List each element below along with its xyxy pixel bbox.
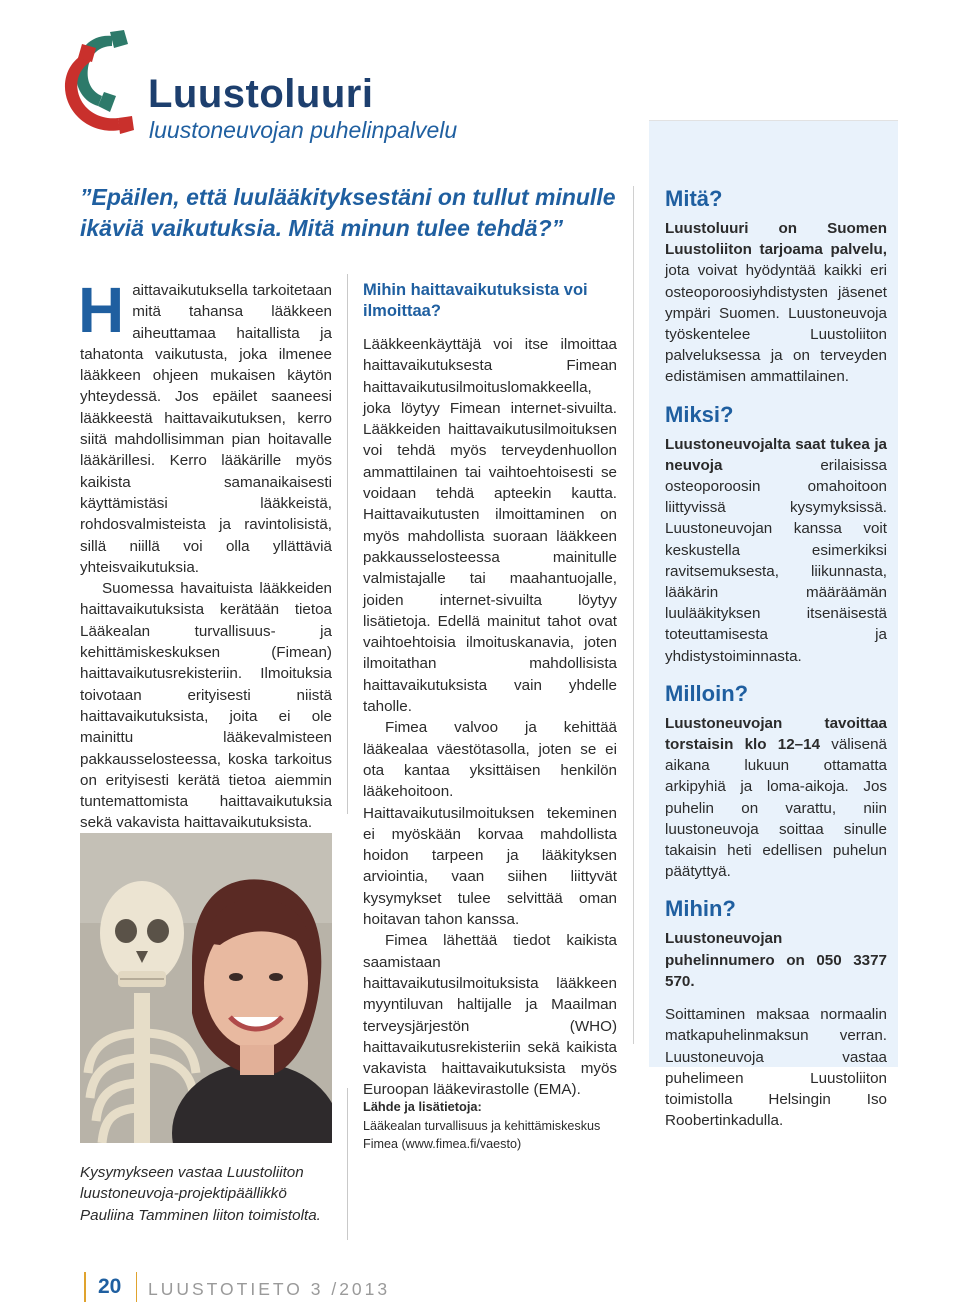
sidebar-section-what <box>665 186 887 388</box>
footer-separator <box>136 1272 137 1302</box>
sidebar-bold-text: Luustoluuri on Suomen Luustoliiton tarjoama palvelu, <box>665 220 887 259</box>
page-number: 20 <box>98 1275 122 1298</box>
portrait-photo <box>80 833 332 1143</box>
sources-line: Fimea (www.fimea.fi/vaesto) <box>363 1137 522 1151</box>
phone-logo-icon <box>58 30 158 138</box>
sources-heading: Lähde ja lisätietoja: <box>363 1099 482 1114</box>
brand-title: Luustoluuri <box>148 72 374 116</box>
article-paragraph: Fimea lähettää tiedot kaikista saamistaan haittavaikutusilmoituksista lääkkeen myyntiluvan haltijalle ja Maailman terveysjärjestön (WHO) haittavaikutusrekisteriin sekä kaikista vakavista haittavaikutuksista myös Euroopan lääkevirastolle (EMA). <box>363 932 617 1099</box>
article-paragraph: Suomessa havaituista lääkkeiden haittavaikutuksista kerätään tietoa Lääkealan turvallisuus- ja kehittämiskeskuksen (Fimean) haittavaikutusrekisteriin. Ilmoituksia toivotaan erityisesti niistä haittavaikutuksista, joita ei ole mainittu lääkevalmisteen pakkausselosteessa, koska tarkoitus on erityisesti kerätä tietoa aiemmin tuntemattomista haittavaikutuksia sekä vakavista haittavaikutuksista. <box>80 580 332 832</box>
sidebar-paragraph <box>665 218 887 388</box>
sidebar-heading: Milloin? <box>665 680 749 706</box>
sidebar-bold-text: Luustoneuvojan tavoittaa torstaisin klo 12–14 <box>665 714 887 754</box>
sidebar-section-why <box>665 402 887 667</box>
column-divider <box>347 274 348 814</box>
sidebar-bold-text: Luustoneuvojalta saat tukea ja neuvoja <box>665 435 887 474</box>
article-column-2 <box>363 280 617 1101</box>
article-paragraph <box>78 274 332 578</box>
column-divider <box>347 1088 348 1240</box>
sidebar-heading: Miksi? <box>665 401 734 427</box>
section-heading: Mihin haittavaikutuksista voi ilmoittaa? <box>363 281 588 320</box>
brand-subtitle: luustoneuvojan puhelinpalvelu <box>149 117 458 143</box>
sidebar-text: jota voivat hyödyntää kaikki eri osteoporoosiyhdistysten jäsenet ympäri Suomen. Luustoneuvoja työskentelee Luustoliiton palveluksessa ja on terveyden edistämisen ammattilainen. <box>665 262 887 386</box>
drop-cap: H <box>78 274 125 346</box>
sidebar-paragraph <box>665 713 887 883</box>
sidebar-heading: Mihin? <box>665 896 736 922</box>
footer-rule <box>84 1272 86 1302</box>
article-column-1 <box>78 274 332 834</box>
article-paragraph: Fimea valvoo ja kehittää lääkealaa väestötasolla, joten se ei ota kantaa yksittäisen henkilön lääkehoitoon. Haittavaikutusilmoituksen tekeminen ei myöskään korvaa mahdollista hoidon tarpeen ja lääkityksen arviointia, vaan siihen liittyvät kysymykset tulee selvittää oman hoitavan tahon kanssa. <box>363 719 617 929</box>
sidebar-text: erilaisissa osteoporoosin omahoitoon liittyvissä kysymyksissä. Luustoneuvojan kanssa voit keskustella esimerkiksi ravitsemuksesta, liikunnasta, lääkärin määräämän luulääkityksen itsenäisestä toteuttamisesta ja yhdistystoiminnasta. <box>665 456 887 665</box>
sidebar-text: välisenä aikana lukuun ottamatta arkipyhiä ja loma-aikoja. Jos puhelin on varattu, niin luustoneuvoja soittaa sinulle takaisin heti edellisen puhelun päätyttyä. <box>665 736 887 881</box>
sidebar-paragraph: Soittaminen maksaa normaalin matkapuhelinmaksun verran. Luustoneuvoja vastaa puhelimeen Luustoliiton toimistolla Helsingin Iso Roobertinkadulla. <box>665 1006 887 1130</box>
sidebar-paragraph <box>665 434 887 667</box>
question-heading: ”Epäilen, että luulääkityksestäni on tullut minulle ikäviä vaikutuksia. Mitä minun tulee tehdä?” <box>80 184 616 241</box>
sidebar-heading: Mitä? <box>665 186 723 211</box>
portrait-illustration <box>80 833 332 1143</box>
sidebar-divider <box>633 186 634 1044</box>
sidebar-section-where <box>665 896 887 1131</box>
article-paragraph-text: aittavaikutuksella tarkoitetaan mitä tahansa lääkkeen aiheuttamaa haitallista ja tahatonta vaikutusta, joka ilmenee lääkkeen ohjeen mukaisen käytön yhteydessä. Jos epäilet saaneesi lääkkeestä haittavaikutuksen, kerro siitä mahdollisimman pian hoitavalle lääkärillesi. Kerro lääkärille myös kaikista samanaikaisesti käyttämistäsi lääkkeistä, rohdosvalmisteista ja ravintolisistä, sillä niillä voi olla yllättäviä yhteisvaikutuksia. <box>80 282 332 576</box>
article-paragraph: Lääkkeenkäyttäjä voi itse ilmoittaa haittavaikutuksesta Fimean haittavaikutusilmoituslomakkeella, joka löytyy Fimean internet-sivuilta. Lääkkeiden haittavaikutusilmoituksen voi tehdä myös terveydenhuollon ammattilainen tai vaihtoehtoisesti se voidaan tehdä apteekin kautta. Haittavaikutusten ilmoittaminen on myös mahdollista suoraan lääkkeen pakkausselosteessa mainitulle valmistajalle tai maahantuojalle, joiden internet-sivuilta löytyy lisätietoja. Edellä mainitut tahot ovat vaihtoehtoisia ilmoituskanavia, joten ilmoitathan mahdollisista haittavaikutuksista vain yhdelle taholle. <box>363 336 617 716</box>
photo-caption: Kysymykseen vastaa Luustoliiton luustoneuvoja-projektipäällikkö Pauliina Tamminen liiton toimistolta. <box>80 1164 321 1224</box>
publication-name: LUUSTOTIETO 3 /2013 <box>148 1279 391 1299</box>
sidebar-bold-text: Luustoneuvojan puhelinnumero on 050 3377 570. <box>665 930 887 990</box>
sidebar-section-when <box>665 681 887 883</box>
sidebar-paragraph <box>665 928 887 992</box>
sources-box <box>363 1098 633 1154</box>
sidebar-content <box>665 186 887 1145</box>
sources-line: Lääkealan turvallisuus ja kehittämiskeskus <box>363 1118 601 1133</box>
